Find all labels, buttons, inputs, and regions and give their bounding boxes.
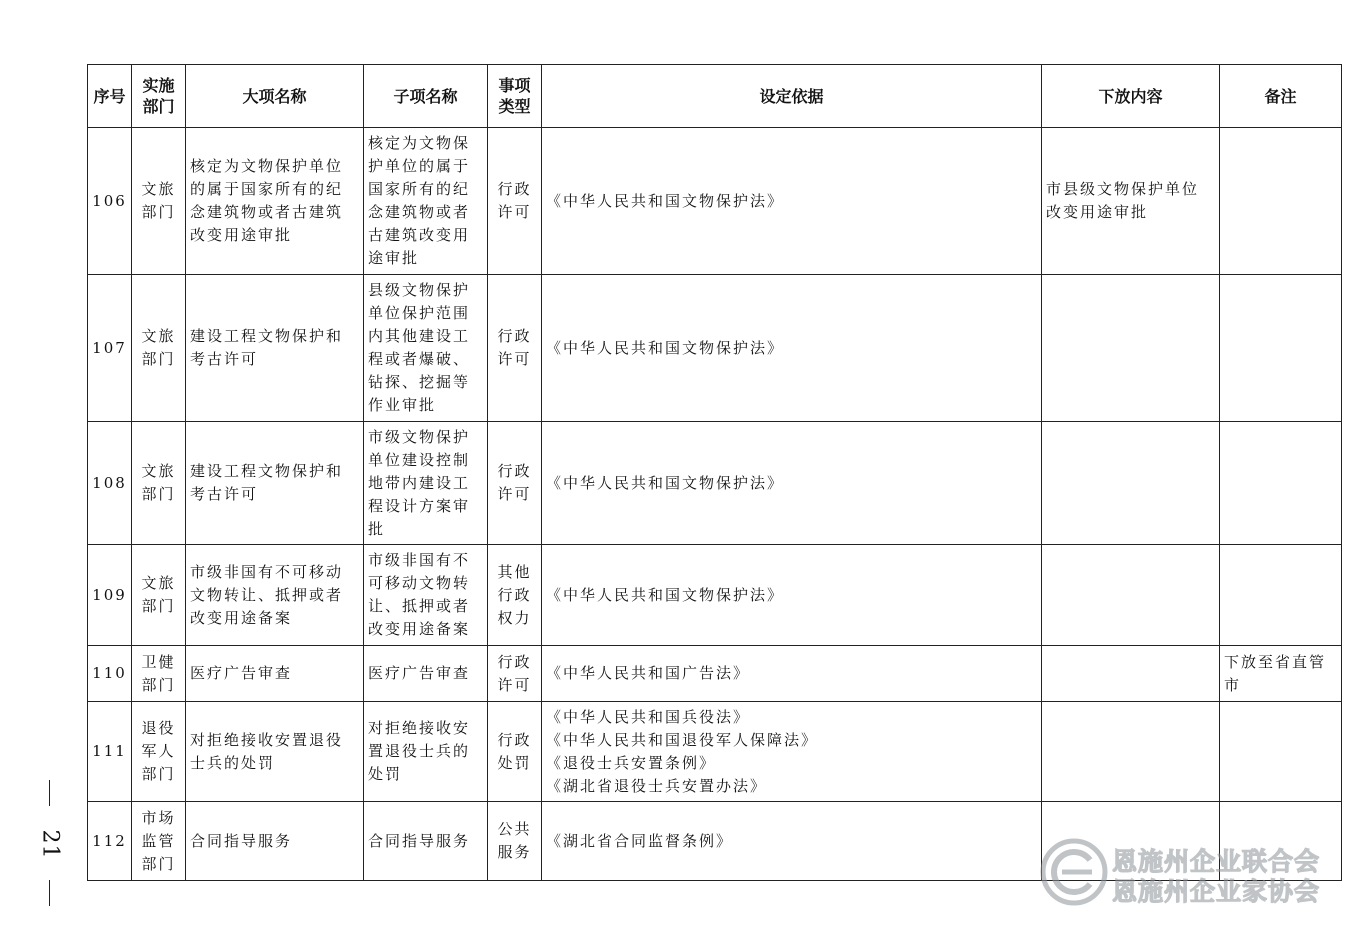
cell-basis [542,545,1042,646]
ec-logo-icon [1040,838,1108,906]
watermark-line-2: 恩施州企业家协会 [1112,877,1321,906]
cell-note [1220,545,1342,646]
cell-no: 109 [88,545,132,646]
cell-note [1220,702,1342,802]
cell-dept: 文旅部门 [132,275,186,422]
cell-major: 建设工程文物保护和考古许可 [186,422,364,545]
cell-basis [542,275,1042,422]
cell-no: 108 [88,422,132,545]
cell-no: 106 [88,128,132,275]
cell-dept: 市场监管部门 [132,802,186,881]
table-row [88,702,1342,802]
cell-major: 合同指导服务 [186,802,364,881]
table-row [88,545,1342,646]
page-number-marker [36,780,64,910]
cell-sub: 市级非国有不可移动文物转让、抵押或者改变用途备案 [364,545,488,646]
cell-no: 107 [88,275,132,422]
cell-major: 核定为文物保护单位的属于国家所有的纪念建筑物或者古建筑改变用途审批 [186,128,364,275]
basis-line: 《中华人民共和国文物保护法》 [546,585,785,604]
cell-dept: 文旅部门 [132,128,186,275]
table-row [88,128,1342,275]
cell-dept: 文旅部门 [132,422,186,545]
items-table [87,64,1342,881]
cell-note [1220,422,1342,545]
basis-line: 《中华人民共和国兵役法》 [546,707,751,726]
cell-major: 市级非国有不可移动文物转让、抵押或者改变用途备案 [186,545,364,646]
header-type: 事项类型 [488,65,542,128]
cell-type: 公共服务 [488,802,542,881]
watermark-line-1: 恩施州企业联合会 [1112,847,1321,876]
header-dept: 实施部门 [132,65,186,128]
basis-line: 《中华人民共和国广告法》 [546,664,751,682]
cell-basis [542,702,1042,802]
cell-no: 111 [88,702,132,802]
basis-line: 《退役士兵安置条例》 [546,753,717,772]
cell-content: 市县级文物保护单位改变用途审批 [1042,128,1220,275]
cell-type: 行政许可 [488,646,542,702]
cell-sub: 县级文物保护单位保护范围内其他建设工程或者爆破、钻探、挖掘等作业审批 [364,275,488,422]
table-row [88,422,1342,545]
cell-content [1042,275,1220,422]
cell-content [1042,422,1220,545]
basis-line: 《中华人民共和国文物保护法》 [546,338,785,357]
cell-no: 110 [88,646,132,702]
basis-line: 《中华人民共和国文物保护法》 [546,191,785,210]
header-sub: 子项名称 [364,65,488,128]
cell-basis [542,422,1042,545]
page-dash-bottom [49,880,50,906]
cell-note [1220,128,1342,275]
cell-major: 对拒绝接收安置退役士兵的处罚 [186,702,364,802]
cell-sub: 市级文物保护单位建设控制地带内建设工程设计方案审批 [364,422,488,545]
cell-sub: 合同指导服务 [364,802,488,881]
cell-content [1042,646,1220,702]
cell-dept: 退役军人部门 [132,702,186,802]
basis-line: 《中华人民共和国文物保护法》 [546,473,785,492]
watermark [1040,838,1340,906]
cell-basis [542,128,1042,275]
cell-type: 行政处罚 [488,702,542,802]
basis-line: 《中华人民共和国退役军人保障法》 [546,730,819,749]
cell-content [1042,545,1220,646]
header-major: 大项名称 [186,65,364,128]
table-row [88,646,1342,702]
header-note: 备注 [1220,65,1342,128]
header-no: 序号 [88,65,132,128]
cell-type: 其他行政权力 [488,545,542,646]
cell-type: 行政许可 [488,128,542,275]
cell-major: 医疗广告审查 [186,646,364,702]
cell-sub: 对拒绝接收安置退役士兵的处罚 [364,702,488,802]
header-content: 下放内容 [1042,65,1220,128]
cell-dept: 文旅部门 [132,545,186,646]
cell-note [1220,275,1342,422]
page-number: 21 [37,829,63,860]
cell-dept: 卫健部门 [132,646,186,702]
table-header [88,65,1342,128]
header-basis: 设定依据 [542,65,1042,128]
cell-major: 建设工程文物保护和考古许可 [186,275,364,422]
cell-no: 112 [88,802,132,881]
cell-type: 行政许可 [488,275,542,422]
cell-sub: 核定为文物保护单位的属于国家所有的纪念建筑物或者古建筑改变用途审批 [364,128,488,275]
cell-content [1042,702,1220,802]
cell-type: 行政许可 [488,422,542,545]
table-row [88,275,1342,422]
page-dash-top [49,780,50,806]
cell-basis [542,802,1042,881]
basis-line: 《湖北省退役士兵安置办法》 [546,776,768,795]
cell-sub: 医疗广告审查 [364,646,488,702]
cell-basis [542,646,1042,702]
basis-line: 《湖北省合同监督条例》 [546,831,734,850]
cell-note: 下放至省直管市 [1220,646,1342,702]
